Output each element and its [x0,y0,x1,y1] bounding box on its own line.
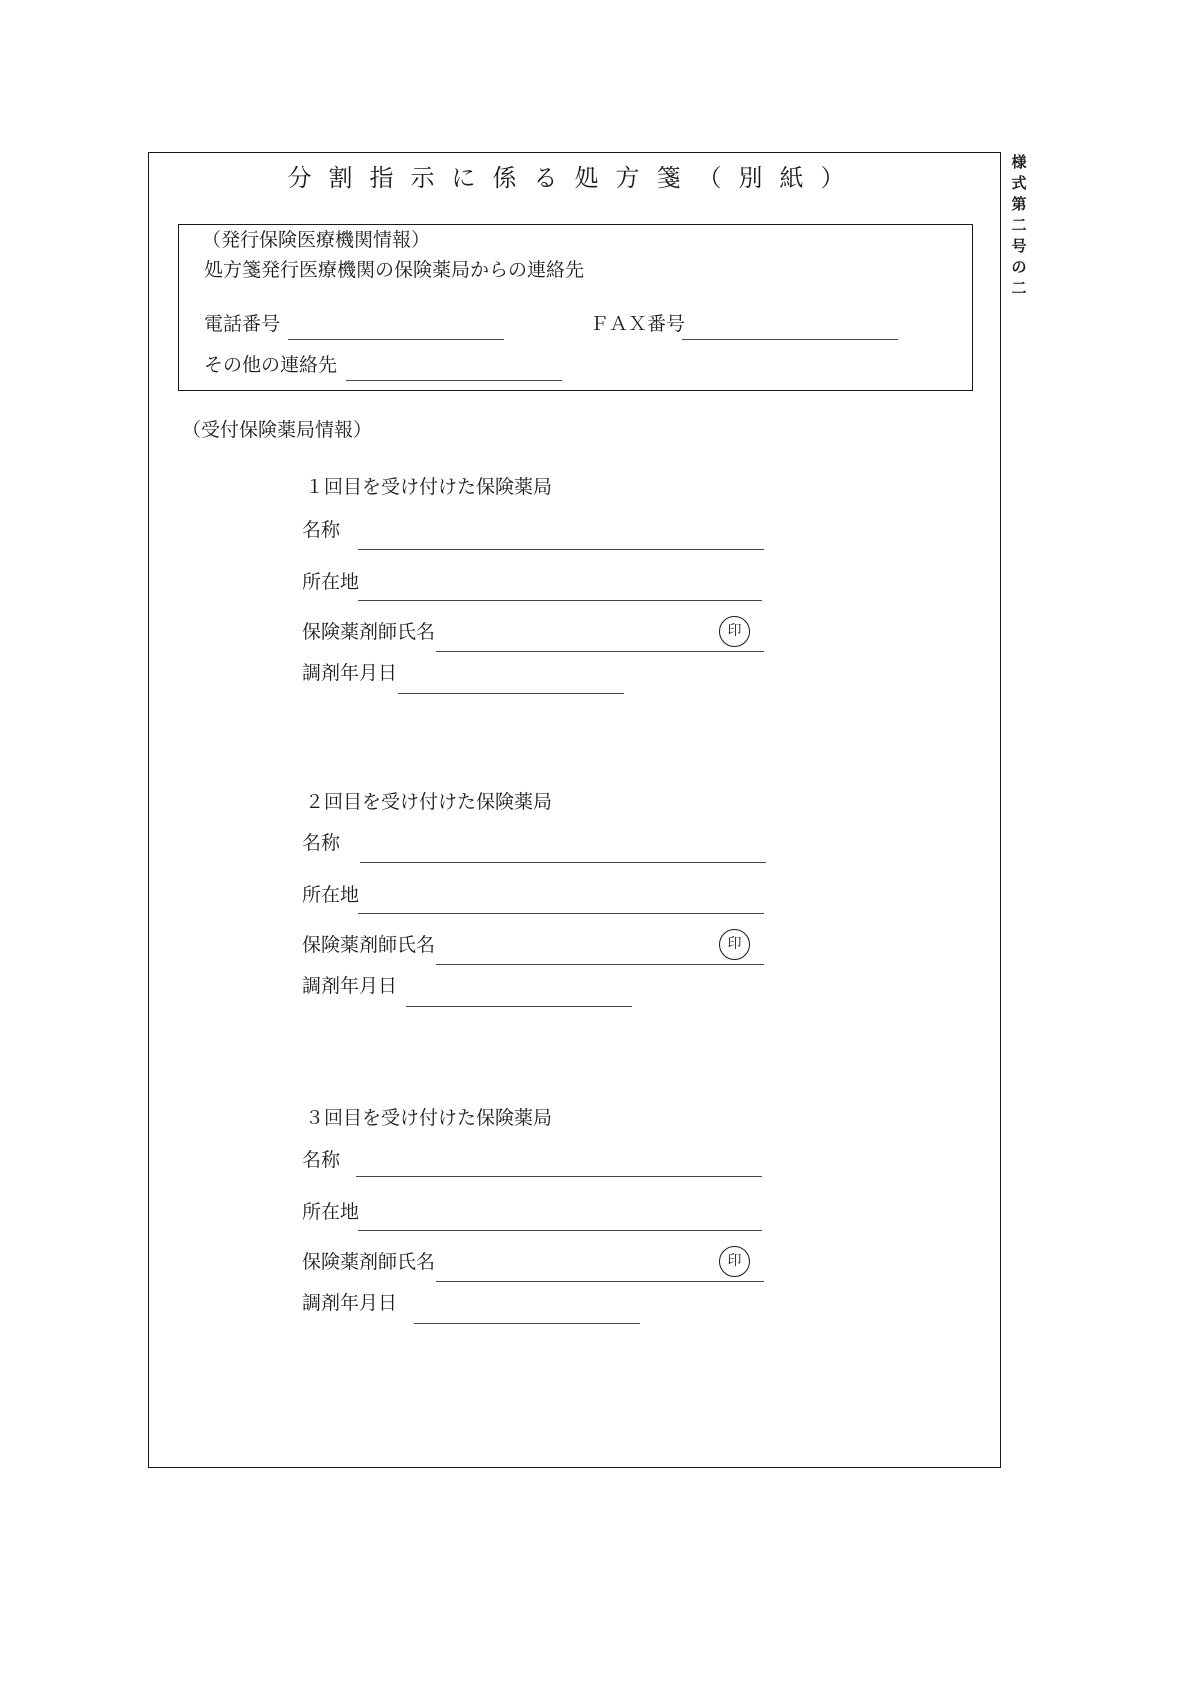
pharmacy-2-pharmacist-field-line[interactable] [436,964,764,965]
pharmacy-2-address-label: 所在地 [302,884,360,906]
form-number-char: 二 [1011,279,1027,297]
pharmacy-3-address-field-line[interactable] [358,1230,762,1231]
pharmacy-2-seal-mark: 印 [719,929,750,960]
phone-field-line[interactable] [288,339,504,340]
pharmacy-2-date-field-line[interactable] [406,1006,632,1007]
pharmacy-2-name-field-line[interactable] [360,862,766,863]
form-number-char: 二 [1011,216,1027,234]
form-number-char: 式 [1011,174,1027,192]
pharmacy-3-pharmacist-label: 保険薬剤師氏名 [302,1251,436,1273]
form-number-char: 号 [1011,237,1027,255]
receiving-section-label: （受付保険薬局情報） [182,419,373,441]
pharmacy-3-date-field-line[interactable] [414,1323,640,1324]
pharmacy-3-pharmacist-field-line[interactable] [436,1281,764,1282]
other-contact-field-line[interactable] [346,380,562,381]
pharmacy-1-seal-mark: 印 [719,616,750,647]
pharmacy-3-name-field-line[interactable] [356,1176,762,1177]
fax-field-line[interactable] [682,339,898,340]
pharmacy-3-address-label: 所在地 [302,1201,360,1223]
pharmacy-1-name-label: 名称 [302,519,341,541]
pharmacy-1-heading: １回目を受け付けた保険薬局 [305,476,553,498]
issuer-section-label: （発行保険医療機関情報） [202,229,431,251]
form-number-char: 第 [1011,195,1027,213]
pharmacy-2-heading: ２回目を受け付けた保険薬局 [305,791,553,813]
pharmacy-2-name-label: 名称 [302,832,341,854]
pharmacy-1-date-field-line[interactable] [398,693,624,694]
pharmacy-2-pharmacist-label: 保険薬剤師氏名 [302,934,436,956]
pharmacy-1-address-field-line[interactable] [358,600,762,601]
form-number-label [1008,152,1030,299]
pharmacy-2-date-label: 調剤年月日 [302,975,398,997]
pharmacy-1-name-field-line[interactable] [358,549,764,550]
form-number-char: 様 [1011,153,1027,171]
pharmacy-3-name-label: 名称 [302,1149,341,1171]
fax-label: ＦＡＸ番号 [590,313,686,335]
pharmacy-1-date-label: 調剤年月日 [302,662,398,684]
pharmacy-1-pharmacist-field-line[interactable] [436,651,764,652]
pharmacy-2-address-field-line[interactable] [358,913,764,914]
pharmacy-1-pharmacist-label: 保険薬剤師氏名 [302,621,436,643]
phone-label: 電話番号 [204,313,281,335]
pharmacy-1-address-label: 所在地 [302,571,360,593]
issuer-contact-heading: 処方箋発行医療機関の保険薬局からの連絡先 [204,259,585,281]
form-number-char: の [1011,258,1027,276]
other-contact-label: その他の連絡先 [204,354,338,376]
page-title: 分割指示に係る処方箋（別紙） [287,164,862,192]
pharmacy-3-heading: ３回目を受け付けた保険薬局 [305,1107,553,1129]
pharmacy-3-seal-mark: 印 [719,1246,750,1277]
pharmacy-3-date-label: 調剤年月日 [302,1292,398,1314]
